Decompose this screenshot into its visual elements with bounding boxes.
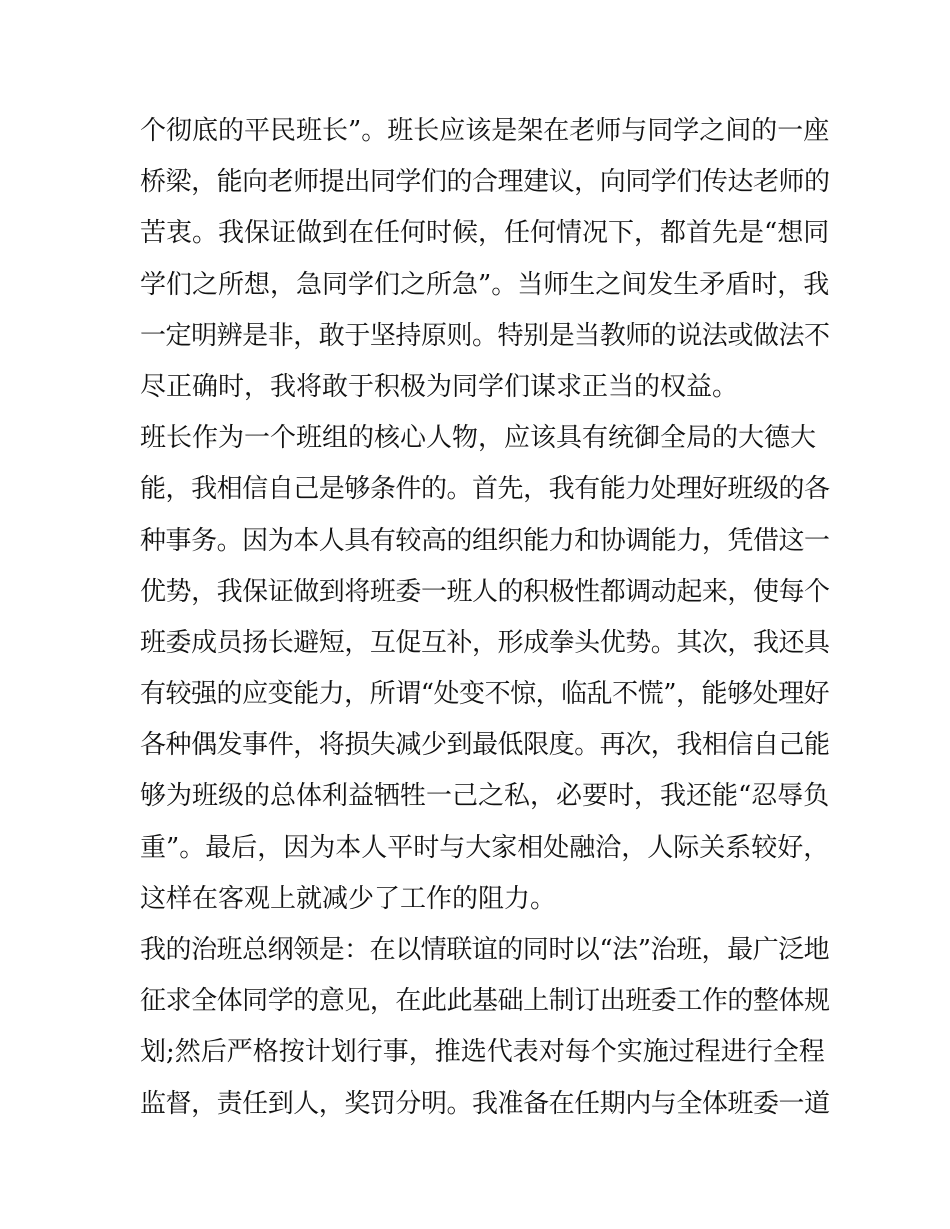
text-line: 种事务。因为本人具有较高的组织能力和协调能力，凭借这一 [140,525,830,556]
text-line: 能，我相信自己是够条件的。首先，我有能力处理好班级的各 [140,474,830,505]
text-line: 各种偶发事件，将损失减少到最低限度。再次，我相信自己能 [140,730,830,761]
text-line: 划;然后严格按计划行事，推选代表对每个实施过程进行全程 [140,1037,825,1068]
text-line: 有较强的应变能力，所谓“处变不惊，临乱不慌”，能够处理好 [140,679,830,710]
text-line: 够为班级的总体利益牺牲一己之私，必要时，我还能“忍辱负 [140,781,830,812]
text-line: 尽正确时，我将敢于积极为同学们谋求正当的权益。 [140,371,739,402]
text-line: 我的治班总纲领是：在以情联谊的同时以“法”治班，最广泛地 [140,935,830,965]
text-line: 优势，我保证做到将班委一班人的积极性都调动起来，使每个 [140,576,830,607]
text-line: 班长作为一个班组的核心人物，应该具有统御全局的大德大 [140,423,817,454]
body-text [140,106,830,1130]
text-line: 这样在客观上就减少了工作的阻力。 [140,883,557,914]
text-line: 班委成员扬长避短，互促互补，形成拳头优势。其次，我还具 [140,627,830,658]
text-line: 一定明辨是非，敢于坚持原则。特别是当教师的说法或做法不 [140,320,830,351]
text-line: 苦衷。我保证做到在任何时候，任何情况下，都首先是“想同 [140,218,830,249]
text-line: 重”。最后，因为本人平时与大家相处融洽，人际关系较好， [140,832,830,863]
text-line: 监督，责任到人，奖罚分明。我准备在任期内与全体班委一道 [140,1088,830,1119]
text-line: 征求全体同学的意见，在此此基础上制订出班委工作的整体规 [140,986,830,1017]
text-line: 个彻底的平民班长”。班长应该是架在老师与同学之间的一座 [140,116,830,146]
text-line: 桥梁，能向老师提出同学们的合理建议，向同学们传达老师的 [140,167,830,198]
text-line: 学们之所想，急同学们之所急”。当师生之间发生矛盾时，我 [140,269,830,300]
